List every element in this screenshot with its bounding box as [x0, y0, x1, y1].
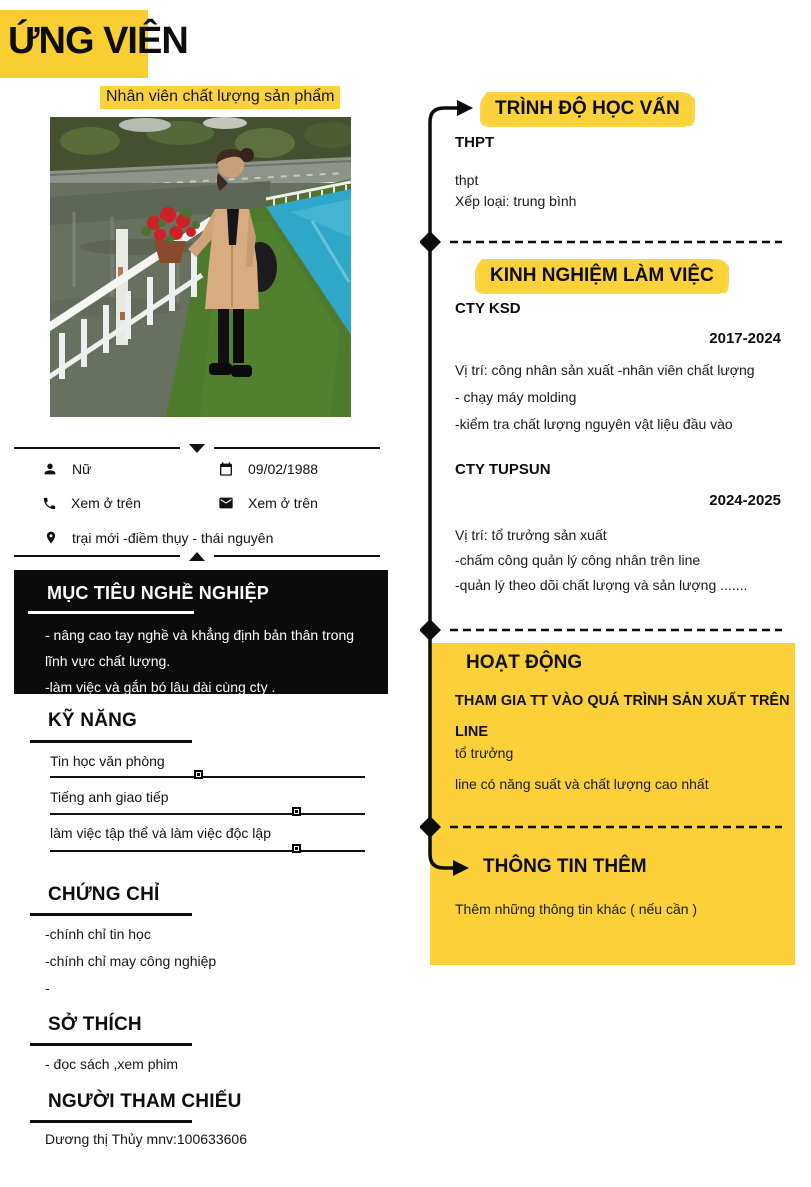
- email-value: Xem ở trên: [248, 495, 318, 511]
- objective-line: - nâng cao tay nghề và khẳng định bản thân trong lĩnh vực chất lượng.: [45, 627, 355, 669]
- triangle-down-icon: [189, 444, 205, 453]
- activity-line: line có năng suất và chất lượng cao nhất: [455, 776, 709, 792]
- job-line: -chấm công quản lý công nhân trên line: [455, 552, 701, 568]
- job-company: CTY KSD: [455, 300, 521, 317]
- skills-underline: [30, 740, 192, 743]
- address-value: trại mới -điềm thụy - thái nguyên: [72, 529, 274, 546]
- skill-slider[interactable]: [50, 813, 365, 815]
- hobbies-underline: [30, 1043, 192, 1046]
- info-address: [44, 529, 273, 546]
- additional-title: THÔNG TIN THÊM: [483, 856, 647, 877]
- job-line: Vị trí: công nhân sản xuất -nhân viên chất lượng: [455, 362, 755, 378]
- skill-label: Tin học văn phòng: [50, 753, 165, 769]
- references-title: NGƯỜI THAM CHIẾU: [48, 1091, 242, 1112]
- arrow-right-icon: [457, 100, 473, 116]
- separator-top: [14, 441, 380, 455]
- education-school: THPT: [455, 134, 495, 151]
- certificate-item: -: [45, 980, 50, 996]
- objective-section: [14, 570, 388, 694]
- education-title: TRÌNH ĐỘ HỌC VẤN: [483, 94, 692, 125]
- experience-title: KINH NGHIỆM LÀM VIỆC: [478, 261, 726, 292]
- person-icon: [42, 461, 58, 477]
- activities-title: HOẠT ĐỘNG: [466, 652, 583, 673]
- activities-heading: THAM GIA TT VÀO QUÁ TRÌNH SẢN XUẤT TRÊN LINE: [455, 693, 790, 740]
- education-detail: Xếp loại: trung bình: [455, 193, 577, 209]
- job-period: 2017-2024: [709, 330, 781, 347]
- references-underline: [30, 1120, 192, 1123]
- slider-handle[interactable]: [194, 770, 203, 779]
- info-email: [218, 495, 318, 511]
- skill-label: làm việc tập thể và làm việc độc lập: [50, 825, 271, 841]
- email-icon: [218, 495, 234, 511]
- info-phone: [42, 495, 141, 511]
- objective-title: MỤC TIÊU NGHỀ NGHIỆP: [47, 583, 270, 603]
- separator-bottom: [14, 549, 380, 563]
- hobbies-title: SỞ THÍCH: [48, 1014, 142, 1035]
- education-detail: thpt: [455, 172, 479, 188]
- objective-line: -làm việc và gắn bó lâu dài cùng cty .: [45, 679, 276, 695]
- dob-value: 09/02/1988: [248, 461, 319, 477]
- job-line: -quản lý theo dõi chất lượng và sản lượng .......: [455, 577, 748, 593]
- objective-underline: [28, 611, 194, 614]
- job-company: CTY TUPSUN: [455, 461, 551, 478]
- diamond-marker: [420, 619, 441, 641]
- profile-photo: [50, 117, 351, 417]
- job-line: Vị trí: tổ trưởng sản xuất: [455, 527, 607, 543]
- certificates-underline: [30, 913, 192, 916]
- activity-line: tổ trưởng: [455, 745, 514, 761]
- phone-icon: [42, 496, 57, 511]
- skill-label: Tiếng anh giao tiếp: [50, 789, 169, 805]
- location-icon: [44, 529, 58, 546]
- additional-line: Thêm những thông tin khác ( nếu cần ): [455, 901, 698, 917]
- job-period: 2024-2025: [709, 492, 781, 509]
- certificates-title: CHỨNG CHỈ: [48, 884, 160, 905]
- page-title: ỨNG VIÊN: [8, 20, 188, 62]
- info-gender: [42, 461, 91, 477]
- hobby-item: - đọc sách ,xem phim: [45, 1056, 179, 1072]
- certificate-item: -chính chỉ may công nghiệp: [45, 953, 217, 969]
- certificate-item: -chính chỉ tin học: [45, 926, 151, 942]
- phone-value: Xem ở trên: [71, 495, 141, 511]
- diamond-marker: [420, 231, 441, 253]
- skills-title: KỸ NĂNG: [48, 710, 138, 731]
- gender-value: Nữ: [72, 461, 92, 477]
- job-line: - chạy máy molding: [455, 389, 577, 405]
- job-line: -kiểm tra chất lượng nguyên vật liệu đầu vào: [455, 416, 733, 432]
- info-dob: [218, 461, 318, 477]
- skill-slider[interactable]: [50, 776, 365, 778]
- reference-item: Dương thị Thủy mnv:100633606: [45, 1131, 247, 1147]
- triangle-up-icon: [189, 552, 205, 561]
- skill-slider[interactable]: [50, 850, 365, 852]
- slider-handle[interactable]: [292, 844, 301, 853]
- calendar-icon: [218, 461, 234, 477]
- slider-handle[interactable]: [292, 807, 301, 816]
- job-subtitle: Nhân viên chất lượng sản phẩm: [100, 86, 340, 109]
